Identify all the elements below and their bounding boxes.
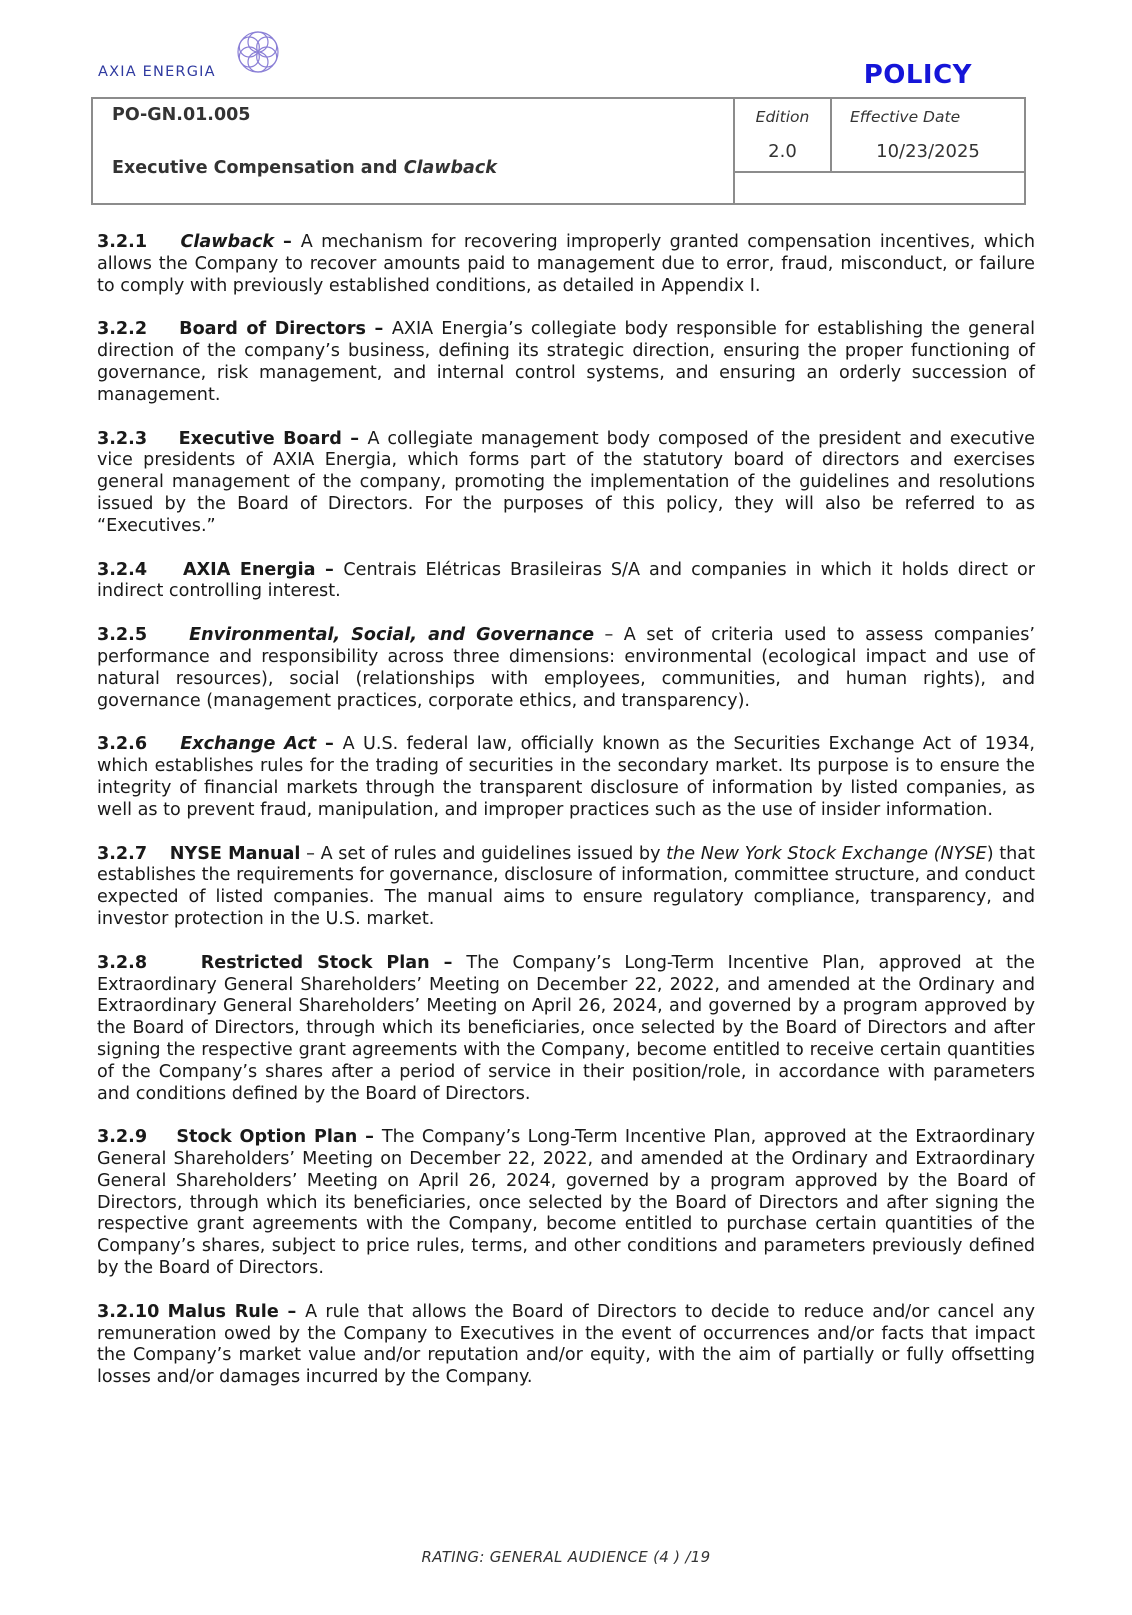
definition-number: 3.2.10 xyxy=(97,1301,160,1322)
definition-term: Environmental, Social, and Governance xyxy=(189,625,594,646)
definition-text: AXIA Energia’s collegiate body responsible for establishing the general direction of the company’s business, defining its strategic direction, ensuring the proper functioning of governance, risk management, and internal control systems, and ensuring an orderly succession of management. xyxy=(97,319,1035,405)
definition-number: 3.2.7 xyxy=(97,843,148,864)
definition-dash: – xyxy=(316,734,343,755)
definition-dash: – xyxy=(429,952,467,973)
doc-title-italic: Clawback xyxy=(403,158,497,178)
definition-text: A collegiate management body composed of the president and executive vice presidents of AXIA Energia, which forms part of the statutory board of directors and exercises general management of the company, promoting the implementation of the guidelines and resolutions issued by the Board of Directors. For the purposes of this policy, they will also be referred to as “Executives.” xyxy=(97,428,1035,536)
definition-number: 3.2.9 xyxy=(97,1127,148,1148)
effective-date-cell xyxy=(832,99,1024,173)
definition-text: A U.S. federal law, officially known as the Securities Exchange Act of 1934, which establishes rules for the trading of securities in the secondary market. Its purpose is to ensure the integrity of financial markets through the transparent disclosure of information by listed companies, as well as to prevent fraud, manipulation, and improper practices such as the use of insider information. xyxy=(97,734,1035,820)
edition-label: Edition xyxy=(755,108,810,126)
definition-dash: – xyxy=(594,625,624,646)
definition-dash: – xyxy=(341,428,368,449)
definition-number: 3.2.3 xyxy=(97,428,148,449)
definition-text: A rule that allows the Board of Directors to decide to reduce and/or cancel any remuneration owed by the Company to Executives in the event of occurrences and/or facts that impact the Company’s market value and/or reputation and/or equity, with the aim of partially or fully offsetting losses and/or damages incurred by the Company. xyxy=(97,1301,1035,1388)
definition-3-2-6 xyxy=(97,734,1035,821)
definitions-section xyxy=(97,232,1035,1411)
definition-term: Exchange Act xyxy=(180,734,317,755)
definition-dash: – xyxy=(278,1301,306,1322)
definition-text: A set of criteria used to assess companies’ performance and responsibility across three dimensions: environmental (ecological impact and use of natural resources), social (relationships with employees, communities, and human rights), and governance (management practices, corporate ethics, and transparency). xyxy=(97,625,1035,711)
doc-id-cell xyxy=(93,99,735,203)
definition-dash: – xyxy=(300,843,321,864)
definition-term: Stock Option Plan xyxy=(176,1127,358,1148)
effective-date-value: 10/23/2025 xyxy=(876,141,980,162)
edition-cell xyxy=(735,99,832,173)
definition-3-2-8 xyxy=(97,953,1035,1106)
definition-text: A set of rules and guidelines issued by xyxy=(320,843,667,864)
definition-3-2-2 xyxy=(97,319,1035,406)
definition-term: Restricted Stock Plan xyxy=(200,952,430,973)
definition-number: 3.2.8 xyxy=(97,952,148,973)
doc-type-label: POLICY xyxy=(863,60,972,90)
definition-text: A mechanism for recovering improperly granted compensation incentives, which allows the Company to recover amounts paid to management due to error, fraud, misconduct, or failure to comply with previously established conditions, as detailed in Appendix I. xyxy=(97,232,1035,296)
doc-title-main: Executive Compensation and xyxy=(112,158,404,178)
page-footer-rating: RATING: GENERAL AUDIENCE (4 ) /19 xyxy=(421,1548,711,1566)
definition-term: Malus Rule xyxy=(167,1301,279,1322)
definition-term: Clawback xyxy=(180,232,275,252)
definition-number: 3.2.6 xyxy=(97,734,148,755)
definition-3-2-10 xyxy=(97,1302,1035,1389)
definition-term: Executive Board xyxy=(178,428,342,449)
definition-dash: – xyxy=(274,232,301,252)
definition-text: The Company’s Long-Term Incentive Plan, approved at the Extraordinary General Shareholders’ Meeting on December 22, 2022, and amended at the Ordinary and Extraordinary General Shareholders’ Meeting on April 26, 2024, governed by a program approved by the Board of Directors, through which its beneficiaries, once selected by the Board of Directors and after signing the respective grant agreements with the Company, become entitled to purchase certain quantities of the Company’s shares, subject to price rules, terms, and other conditions and parameters previously defined by the Board of Directors. xyxy=(97,1127,1035,1279)
definition-text-italic: the New York Stock Exchange (NYSE xyxy=(666,843,987,864)
effective-date-label: Effective Date xyxy=(850,108,961,126)
definition-3-2-4 xyxy=(97,560,1035,604)
definition-term: Board of Directors xyxy=(179,319,366,340)
definition-text: The Company’s Long-Term Incentive Plan, approved at the Extraordinary General Shareholders’ Meeting on December 22, 2022, and amended at the Ordinary and Extraordinary General Shareholders’ Meeting on April 26, 2024, and governed by a program approved by the Board of Directors, through which its beneficiaries, once selected by the Board of Directors and after signing the respective grant agreements with the Company, become entitled to receive certain quantities of the Company’s shares after a period of service in their position/role, in accordance with parameters and conditions defined by the Board of Directors. xyxy=(97,952,1035,1104)
definition-3-2-7 xyxy=(97,844,1035,931)
definition-dash: – xyxy=(357,1127,382,1148)
company-logo xyxy=(98,30,288,82)
definition-text: Centrais Elétricas Brasileiras S/A and companies in which it holds direct or indirect controlling interest. xyxy=(97,559,1035,602)
logo-text: AXIA ENERGIA xyxy=(98,64,216,80)
definition-3-2-9 xyxy=(97,1127,1035,1280)
edition-value: 2.0 xyxy=(768,141,797,162)
definition-number: 3.2.1 xyxy=(97,232,148,252)
axia-flower-logo-icon xyxy=(236,30,280,74)
definition-3-2-3 xyxy=(97,429,1035,538)
definition-number: 3.2.2 xyxy=(97,319,148,340)
definition-dash: – xyxy=(365,319,392,340)
definition-number: 3.2.5 xyxy=(97,625,148,646)
definition-3-2-1 xyxy=(97,232,1035,297)
doc-title xyxy=(112,158,497,178)
definition-3-2-5 xyxy=(97,625,1035,712)
definition-number: 3.2.4 xyxy=(97,559,148,580)
definition-term: NYSE Manual xyxy=(169,843,301,864)
definition-term: AXIA Energia xyxy=(183,559,316,580)
definition-dash: – xyxy=(315,559,344,580)
document-header-table xyxy=(91,97,1026,205)
doc-code: PO-GN.01.005 xyxy=(112,105,251,125)
definition-text: ) that establishes the requirements for governance, disclosure of information, committee structure, and conduct expected of listed companies. The manual aims to ensure regulatory compliance, transparency, and investor protection in the U.S. market. xyxy=(97,843,1035,929)
